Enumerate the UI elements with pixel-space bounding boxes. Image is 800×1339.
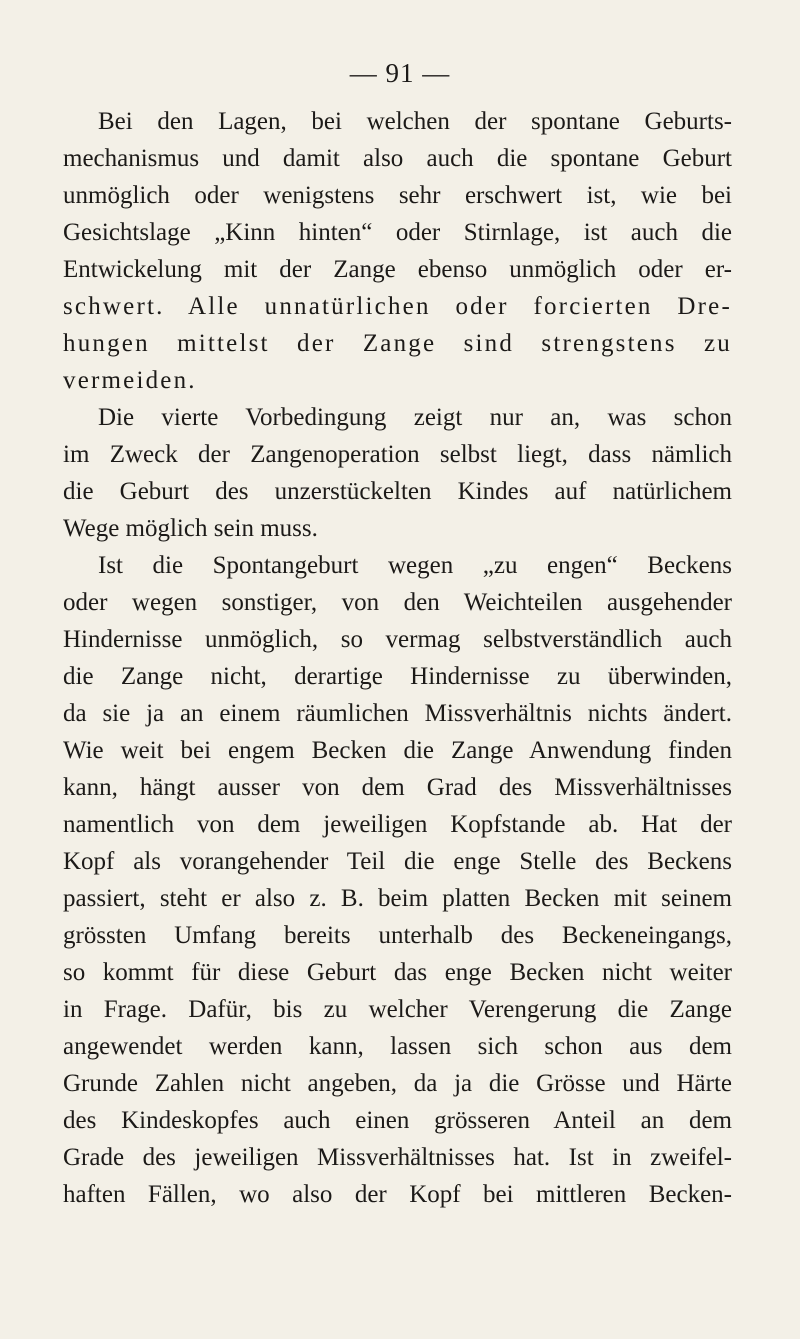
body-text xyxy=(63,103,732,1213)
text-line: Grade des jeweiligen Missverhältnisses hat. Ist in zweifel- xyxy=(63,1144,732,1171)
text-line: des Kindeskopfes auch einen grösseren Anteil an dem xyxy=(63,1107,732,1134)
text-line: vermeiden. xyxy=(63,367,197,394)
text-line: hungen mittelst der Zange sind strengstens zu xyxy=(63,330,732,357)
text-line: Hindernisse unmöglich, so vermag selbstverständlich auch xyxy=(63,626,732,653)
text-line: schwert. Alle unnatürlichen oder forcierten Dre- xyxy=(63,293,732,320)
text-line: die Geburt des unzerstückelten Kindes auf natürlichem xyxy=(63,478,732,505)
text-line: Bei den Lagen, bei welchen der spontane Geburts- xyxy=(98,108,732,135)
text-line: unmöglich oder wenigstens sehr erschwert ist, wie bei xyxy=(63,182,732,209)
text-line: Wie weit bei engem Becken die Zange Anwendung finden xyxy=(63,737,732,764)
text-line: die Zange nicht, derartige Hindernisse zu überwinden, xyxy=(63,663,732,690)
text-line: mechanismus und damit also auch die spontane Geburt xyxy=(63,145,732,172)
text-line: grössten Umfang bereits unterhalb des Beckeneingangs, xyxy=(63,922,732,949)
text-line: angewendet werden kann, lassen sich schon aus dem xyxy=(63,1033,732,1060)
text-line: namentlich von dem jeweiligen Kopfstande ab. Hat der xyxy=(63,811,732,838)
text-line: passiert, steht er also z. B. beim platten Becken mit seinem xyxy=(63,885,732,912)
text-line: oder wegen sonstiger, von den Weichteilen ausgehender xyxy=(63,589,732,616)
text-line: da sie ja an einem räumlichen Missverhältnis nichts ändert. xyxy=(63,700,732,727)
text-line: Wege möglich sein muss. xyxy=(63,515,318,542)
text-line: in Frage. Dafür, bis zu welcher Verengerung die Zange xyxy=(63,996,732,1023)
text-line: Entwickelung mit der Zange ebenso unmöglich oder er- xyxy=(63,256,732,283)
text-line: so kommt für diese Geburt das enge Becken nicht weiter xyxy=(63,959,732,986)
text-line: Ist die Spontangeburt wegen „zu engen“ Beckens xyxy=(98,552,732,579)
text-line: Kopf als vorangehender Teil die enge Stelle des Beckens xyxy=(63,848,732,875)
text-line: Gesichtslage „Kinn hinten“ oder Stirnlage, ist auch die xyxy=(63,219,732,246)
text-line: im Zweck der Zangenoperation selbst liegt, dass nämlich xyxy=(63,441,732,468)
text-line: kann, hängt ausser von dem Grad des Missverhältnisses xyxy=(63,774,732,801)
text-line: haften Fällen, wo also der Kopf bei mittleren Becken- xyxy=(63,1181,732,1208)
text-line: Die vierte Vorbedingung zeigt nur an, was schon xyxy=(98,404,732,431)
page-number: — 91 — xyxy=(349,58,451,88)
text-line: Grunde Zahlen nicht angeben, da ja die Grösse und Härte xyxy=(63,1070,732,1097)
